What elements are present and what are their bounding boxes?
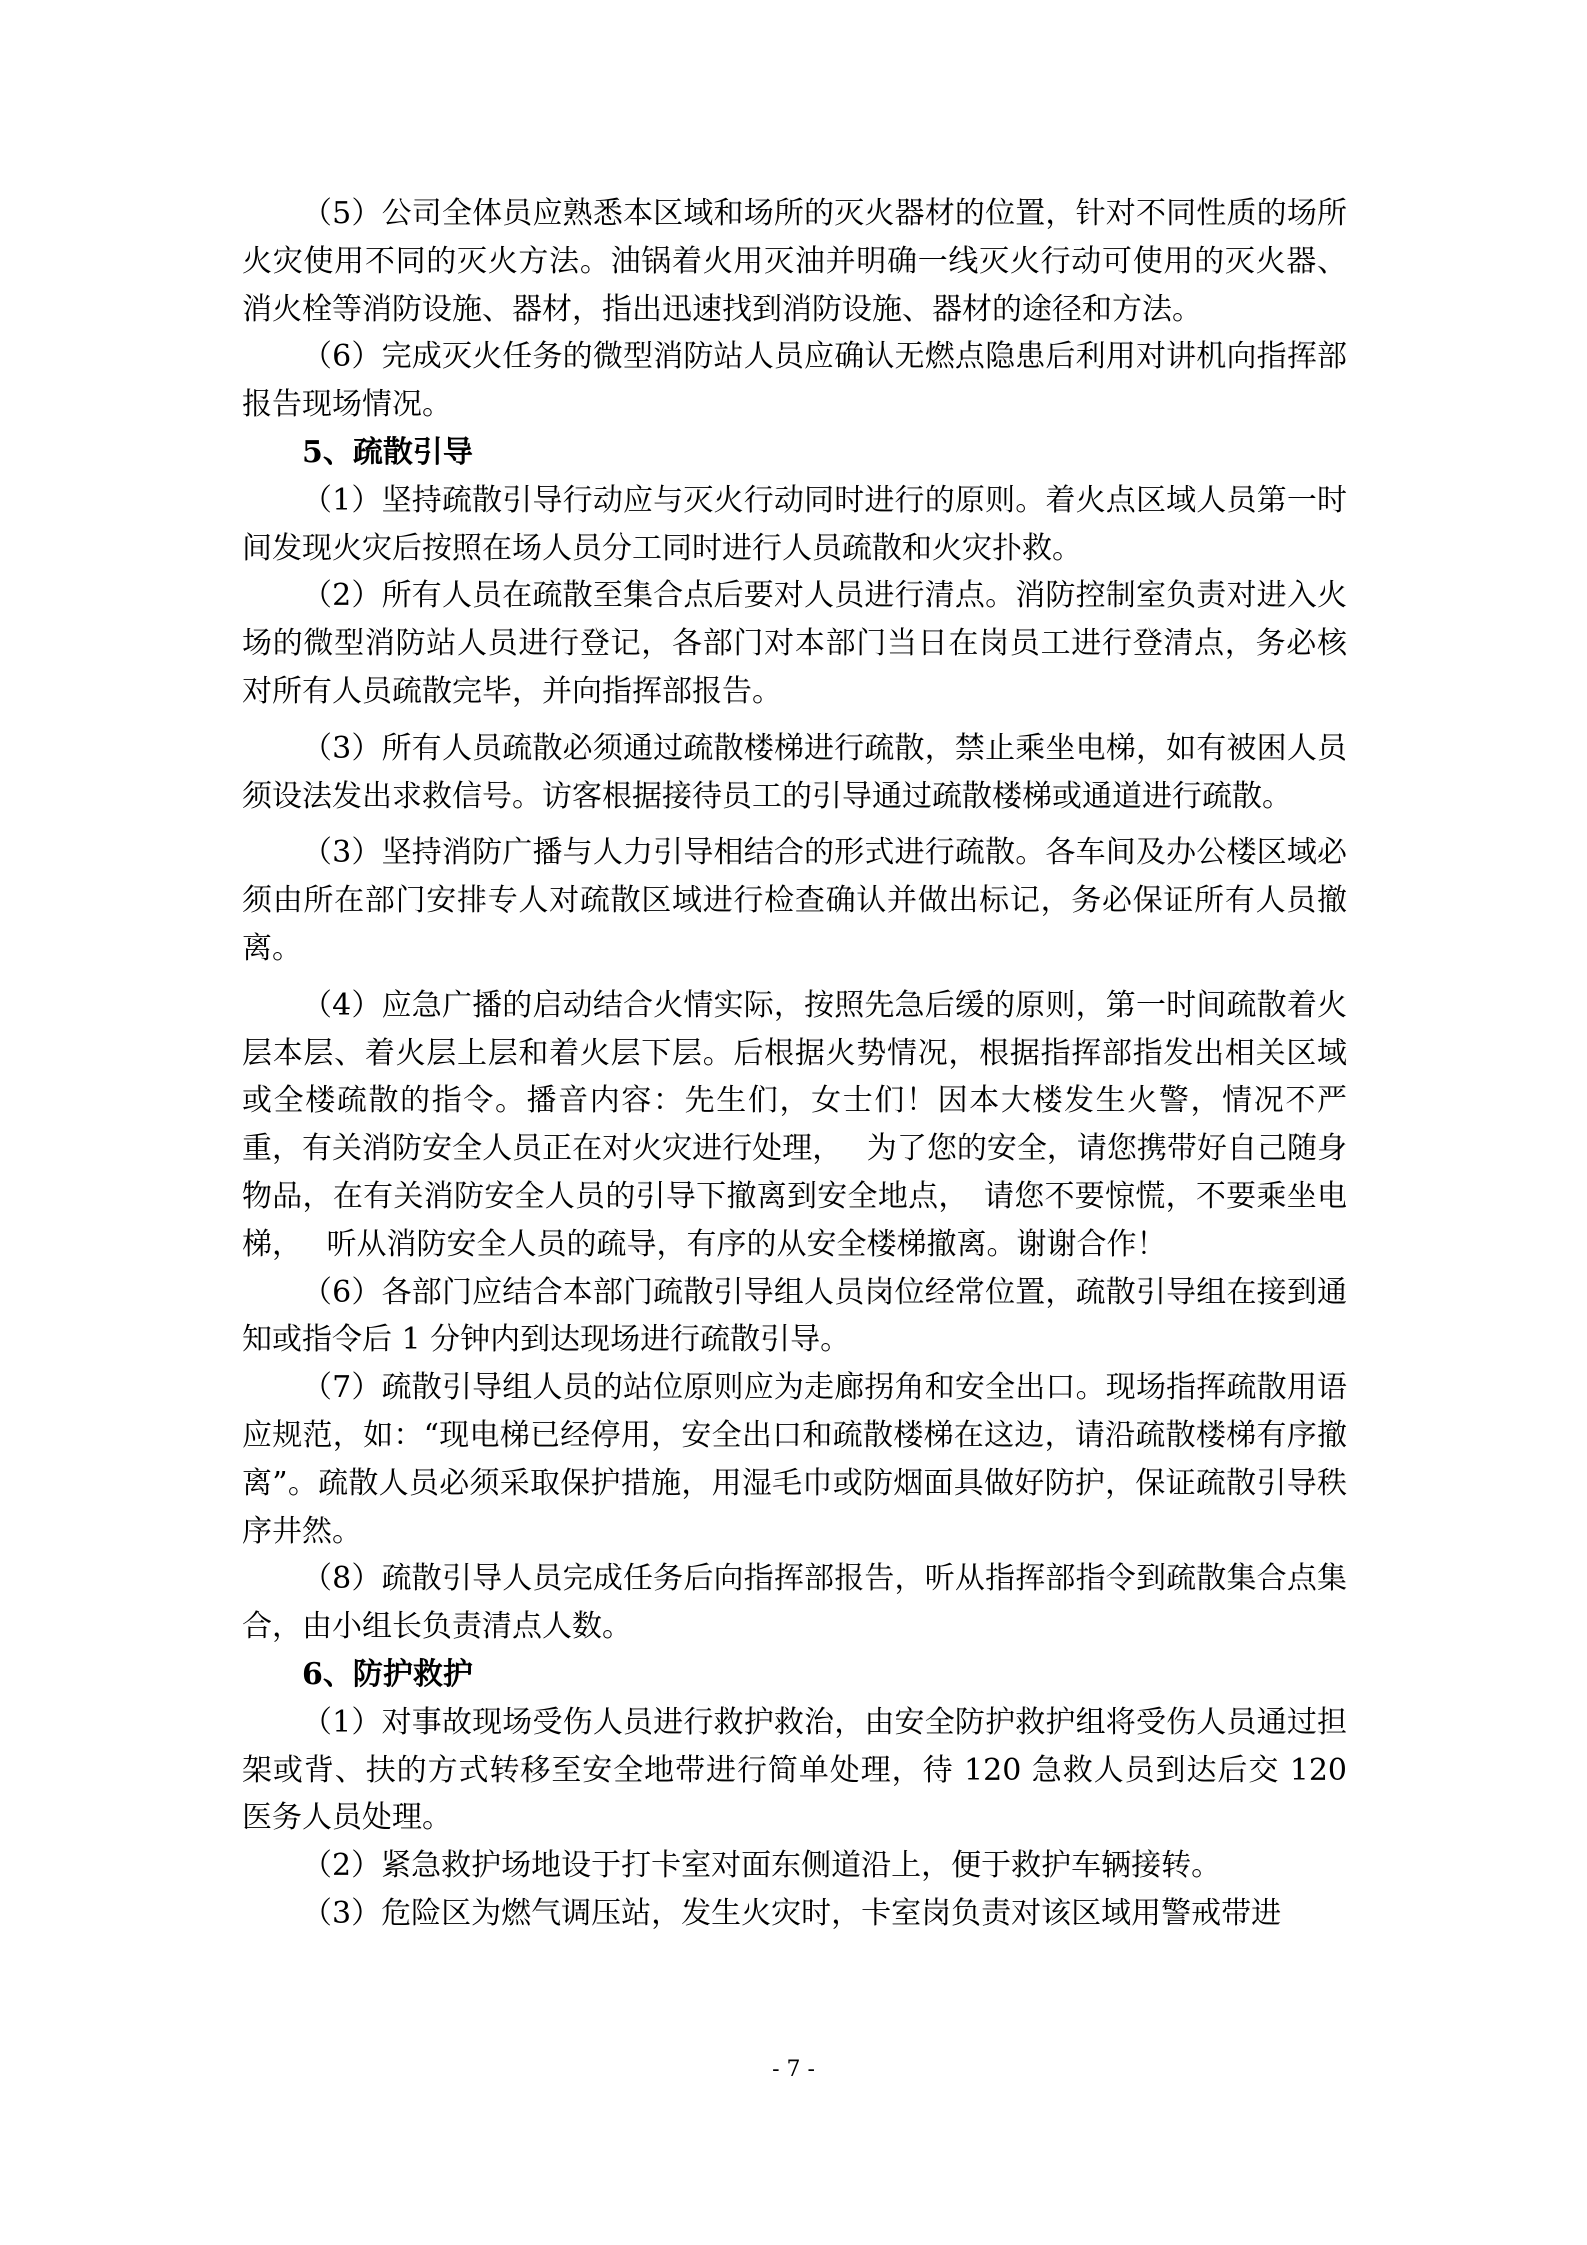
paragraph-evacuation-item-7: （7）疏散引导组人员的站位原则应为走廊拐角和安全出口。现场指挥疏散用语应规范，如：“现电梯已经停用，安全出口和疏散楼梯在这边，请沿疏散楼梯有序撤离”。疏散人员必须采取保护措施，用湿毛巾或防烟面具做好防护，保证疏散引导秩序井然。 (242, 1370, 1347, 1549)
paragraph-evacuation-item-6: （6）各部门应结合本部门疏散引导组人员岗位经常位置，疏散引导组在接到通知或指令后 1 分钟内到达现场进行疏散引导。 (242, 1274, 1347, 1358)
paragraph-fire-item-5: （5）公司全体员应熟悉本区域和场所的灭火器材的位置，针对不同性质的场所火灾使用不同的灭火方法。油锅着火用灭油并明确一线灭火行动可使用的灭火器、消火栓等消防设施、器材，指出迅速找到消防设施、器材的途径和方法。 (242, 196, 1347, 327)
paragraph-evacuation-item-8: （8）疏散引导人员完成任务后向指挥部报告，听从指挥部指令到疏散集合点集合，由小组长负责清点人数。 (242, 1561, 1347, 1645)
paragraph-fire-item-6: （6）完成灭火任务的微型消防站人员应确认无燃点隐患后利用对讲机向指挥部报告现场情况。 (242, 339, 1347, 423)
paragraph-rescue-item-2: （2）紧急救护场地设于打卡室对面东侧道沿上，便于救护车辆接转。 (302, 1848, 1222, 1884)
page-number: - 7 - (772, 2057, 815, 2082)
paragraph-evacuation-item-3b: （3）坚持消防广播与人力引导相结合的形式进行疏散。各车间及办公楼区域必须由所在部门安排专人对疏散区域进行检查确认并做出标记，务必保证所有人员撤离。 (242, 835, 1347, 966)
paragraph-evacuation-item-3a: （3）所有人员疏散必须通过疏散楼梯进行疏散，禁止乘坐电梯，如有被困人员须设法发出求救信号。访客根据接待员工的引导通过疏散楼梯或通道进行疏散。 (242, 730, 1347, 814)
paragraph-evacuation-item-1: （1）坚持疏散引导行动应与灭火行动同时进行的原则。着火点区域人员第一时间发现火灾后按照在场人员分工同时进行人员疏散和火灾扑救。 (242, 482, 1347, 566)
section-heading-rescue: 6、防护救护 (302, 1656, 473, 1692)
section-heading-evacuation: 5、疏散引导 (302, 434, 473, 470)
paragraph-evacuation-item-2: （2）所有人员在疏散至集合点后要对人员进行清点。消防控制室负责对进入火场的微型消防站人员进行登记，各部门对本部门当日在岗员工进行登清点，务必核对所有人员疏散完毕，并向指挥部报告。 (242, 578, 1347, 709)
paragraph-evacuation-item-4: （4）应急广播的启动结合火情实际，按照先急后缓的原则，第一时间疏散着火层本层、着火层上层和着火层下层。后根据火势情况，根据指挥部指发出相关区域或全楼疏散的指令。播音内容：先生们，女士们！因本大楼发生火警，情况不严重，有关消防安全人员正在对火灾进行处理， 为了您的安全，请您携带好自己随身物品，在有关消防安全人员的引导下撤离到安全地点， 请您不要惊慌，不要乘坐电梯， 听从消防安全人员的疏导，有序的从安全楼梯撤离。谢谢合作！ (242, 987, 1347, 1262)
paragraph-rescue-item-3: （3）危险区为燃气调压站，发生火灾时，卡室岗负责对该区域用警戒带进 (302, 1895, 1282, 1931)
paragraph-rescue-item-1: （1）对事故现场受伤人员进行救护救治，由安全防护救护组将受伤人员通过担架或背、扶的方式转移至安全地带进行简单处理，待 120 急救人员到达后交 120 医务人员处理。 (242, 1704, 1347, 1836)
document-body (242, 190, 1347, 1938)
